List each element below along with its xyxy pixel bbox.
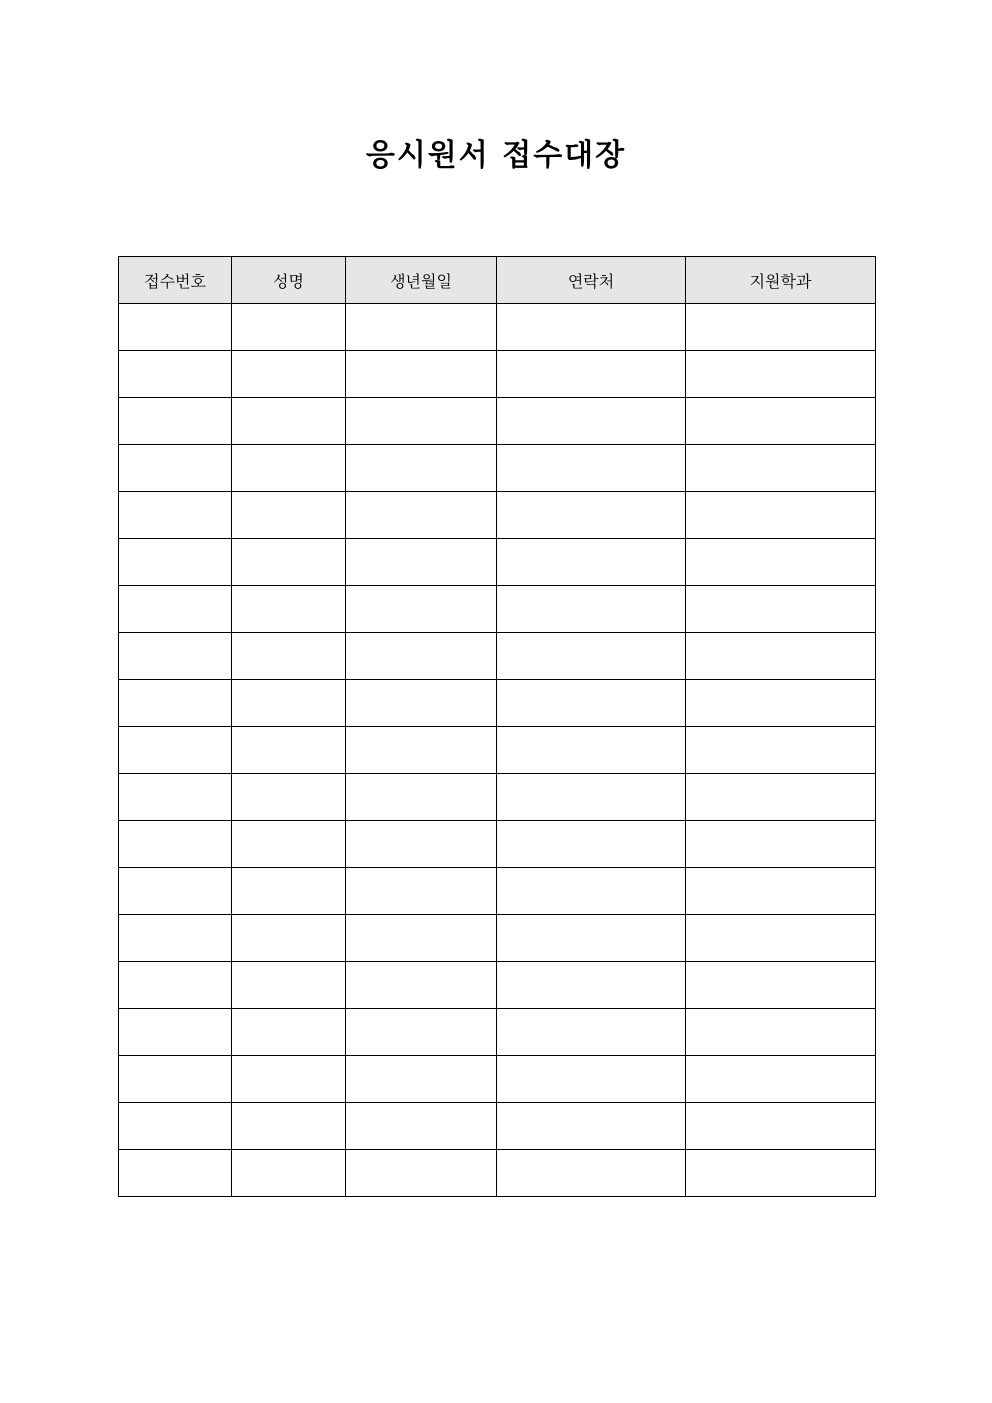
department-cell[interactable] xyxy=(686,868,876,915)
receipt-number-cell[interactable] xyxy=(119,351,232,398)
contact-cell[interactable] xyxy=(497,445,686,492)
table-row xyxy=(119,774,876,821)
birth-date-cell[interactable] xyxy=(346,774,497,821)
birth-date-cell[interactable] xyxy=(346,304,497,351)
name-cell[interactable] xyxy=(232,680,346,727)
name-cell[interactable] xyxy=(232,962,346,1009)
name-cell[interactable] xyxy=(232,868,346,915)
application-ledger-table xyxy=(118,256,876,1197)
contact-cell[interactable] xyxy=(497,821,686,868)
department-cell[interactable] xyxy=(686,539,876,586)
column-header-receipt-number: 접수번호 xyxy=(119,257,232,304)
receipt-number-cell[interactable] xyxy=(119,680,232,727)
contact-cell[interactable] xyxy=(497,680,686,727)
department-cell[interactable] xyxy=(686,351,876,398)
contact-cell[interactable] xyxy=(497,539,686,586)
birth-date-cell[interactable] xyxy=(346,1009,497,1056)
receipt-number-cell[interactable] xyxy=(119,1056,232,1103)
birth-date-cell[interactable] xyxy=(346,1056,497,1103)
contact-cell[interactable] xyxy=(497,774,686,821)
department-cell[interactable] xyxy=(686,1056,876,1103)
receipt-number-cell[interactable] xyxy=(119,774,232,821)
contact-cell[interactable] xyxy=(497,492,686,539)
table-row xyxy=(119,821,876,868)
table-row xyxy=(119,1056,876,1103)
column-header-birth-date: 생년월일 xyxy=(346,257,497,304)
name-cell[interactable] xyxy=(232,445,346,492)
table-row xyxy=(119,680,876,727)
table-row xyxy=(119,915,876,962)
receipt-number-cell[interactable] xyxy=(119,1009,232,1056)
birth-date-cell[interactable] xyxy=(346,492,497,539)
receipt-number-cell[interactable] xyxy=(119,915,232,962)
birth-date-cell[interactable] xyxy=(346,727,497,774)
birth-date-cell[interactable] xyxy=(346,821,497,868)
table-row xyxy=(119,727,876,774)
department-cell[interactable] xyxy=(686,821,876,868)
birth-date-cell[interactable] xyxy=(346,633,497,680)
table-row xyxy=(119,633,876,680)
department-cell[interactable] xyxy=(686,680,876,727)
department-cell[interactable] xyxy=(686,398,876,445)
department-cell[interactable] xyxy=(686,1150,876,1197)
birth-date-cell[interactable] xyxy=(346,1103,497,1150)
table-row xyxy=(119,1009,876,1056)
name-cell[interactable] xyxy=(232,492,346,539)
receipt-number-cell[interactable] xyxy=(119,868,232,915)
contact-cell[interactable] xyxy=(497,1150,686,1197)
birth-date-cell[interactable] xyxy=(346,539,497,586)
department-cell[interactable] xyxy=(686,1009,876,1056)
department-cell[interactable] xyxy=(686,915,876,962)
birth-date-cell[interactable] xyxy=(346,586,497,633)
table-row xyxy=(119,445,876,492)
receipt-number-cell[interactable] xyxy=(119,445,232,492)
contact-cell[interactable] xyxy=(497,398,686,445)
name-cell[interactable] xyxy=(232,1103,346,1150)
birth-date-cell[interactable] xyxy=(346,1150,497,1197)
table-header-row xyxy=(119,257,876,304)
receipt-number-cell[interactable] xyxy=(119,633,232,680)
department-cell[interactable] xyxy=(686,492,876,539)
receipt-number-cell[interactable] xyxy=(119,398,232,445)
contact-cell[interactable] xyxy=(497,351,686,398)
receipt-number-cell[interactable] xyxy=(119,727,232,774)
document-title: 응시원서 접수대장 xyxy=(365,138,627,173)
birth-date-cell[interactable] xyxy=(346,680,497,727)
receipt-number-cell[interactable] xyxy=(119,304,232,351)
name-cell[interactable] xyxy=(232,633,346,680)
table-row xyxy=(119,962,876,1009)
column-header-name: 성명 xyxy=(232,257,346,304)
birth-date-cell[interactable] xyxy=(346,445,497,492)
column-header-contact: 연락처 xyxy=(497,257,686,304)
table-row xyxy=(119,1150,876,1197)
birth-date-cell[interactable] xyxy=(346,868,497,915)
contact-cell[interactable] xyxy=(497,633,686,680)
birth-date-cell[interactable] xyxy=(346,915,497,962)
contact-cell[interactable] xyxy=(497,915,686,962)
birth-date-cell[interactable] xyxy=(346,962,497,1009)
birth-date-cell[interactable] xyxy=(346,398,497,445)
table-row xyxy=(119,398,876,445)
name-cell[interactable] xyxy=(232,821,346,868)
name-cell[interactable] xyxy=(232,586,346,633)
department-cell[interactable] xyxy=(686,962,876,1009)
name-cell[interactable] xyxy=(232,774,346,821)
department-cell[interactable] xyxy=(686,1103,876,1150)
name-cell[interactable] xyxy=(232,1150,346,1197)
contact-cell[interactable] xyxy=(497,727,686,774)
name-cell[interactable] xyxy=(232,1056,346,1103)
name-cell[interactable] xyxy=(232,915,346,962)
table-row xyxy=(119,868,876,915)
table-row xyxy=(119,351,876,398)
name-cell[interactable] xyxy=(232,1009,346,1056)
receipt-number-cell[interactable] xyxy=(119,539,232,586)
department-cell[interactable] xyxy=(686,774,876,821)
name-cell[interactable] xyxy=(232,304,346,351)
contact-cell[interactable] xyxy=(497,1009,686,1056)
receipt-number-cell[interactable] xyxy=(119,1103,232,1150)
name-cell[interactable] xyxy=(232,351,346,398)
receipt-number-cell[interactable] xyxy=(119,492,232,539)
receipt-number-cell[interactable] xyxy=(119,962,232,1009)
birth-date-cell[interactable] xyxy=(346,351,497,398)
contact-cell[interactable] xyxy=(497,586,686,633)
department-cell[interactable] xyxy=(686,304,876,351)
contact-cell[interactable] xyxy=(497,1103,686,1150)
table-row xyxy=(119,1103,876,1150)
receipt-number-cell[interactable] xyxy=(119,1150,232,1197)
department-cell[interactable] xyxy=(686,445,876,492)
contact-cell[interactable] xyxy=(497,868,686,915)
name-cell[interactable] xyxy=(232,539,346,586)
department-cell[interactable] xyxy=(686,727,876,774)
table-body xyxy=(119,304,876,1197)
table-row xyxy=(119,586,876,633)
column-header-department: 지원학과 xyxy=(686,257,876,304)
department-cell[interactable] xyxy=(686,586,876,633)
contact-cell[interactable] xyxy=(497,962,686,1009)
department-cell[interactable] xyxy=(686,633,876,680)
contact-cell[interactable] xyxy=(497,1056,686,1103)
table-row xyxy=(119,492,876,539)
receipt-number-cell[interactable] xyxy=(119,821,232,868)
table-row xyxy=(119,304,876,351)
receipt-number-cell[interactable] xyxy=(119,586,232,633)
name-cell[interactable] xyxy=(232,398,346,445)
name-cell[interactable] xyxy=(232,727,346,774)
contact-cell[interactable] xyxy=(497,304,686,351)
table-row xyxy=(119,539,876,586)
